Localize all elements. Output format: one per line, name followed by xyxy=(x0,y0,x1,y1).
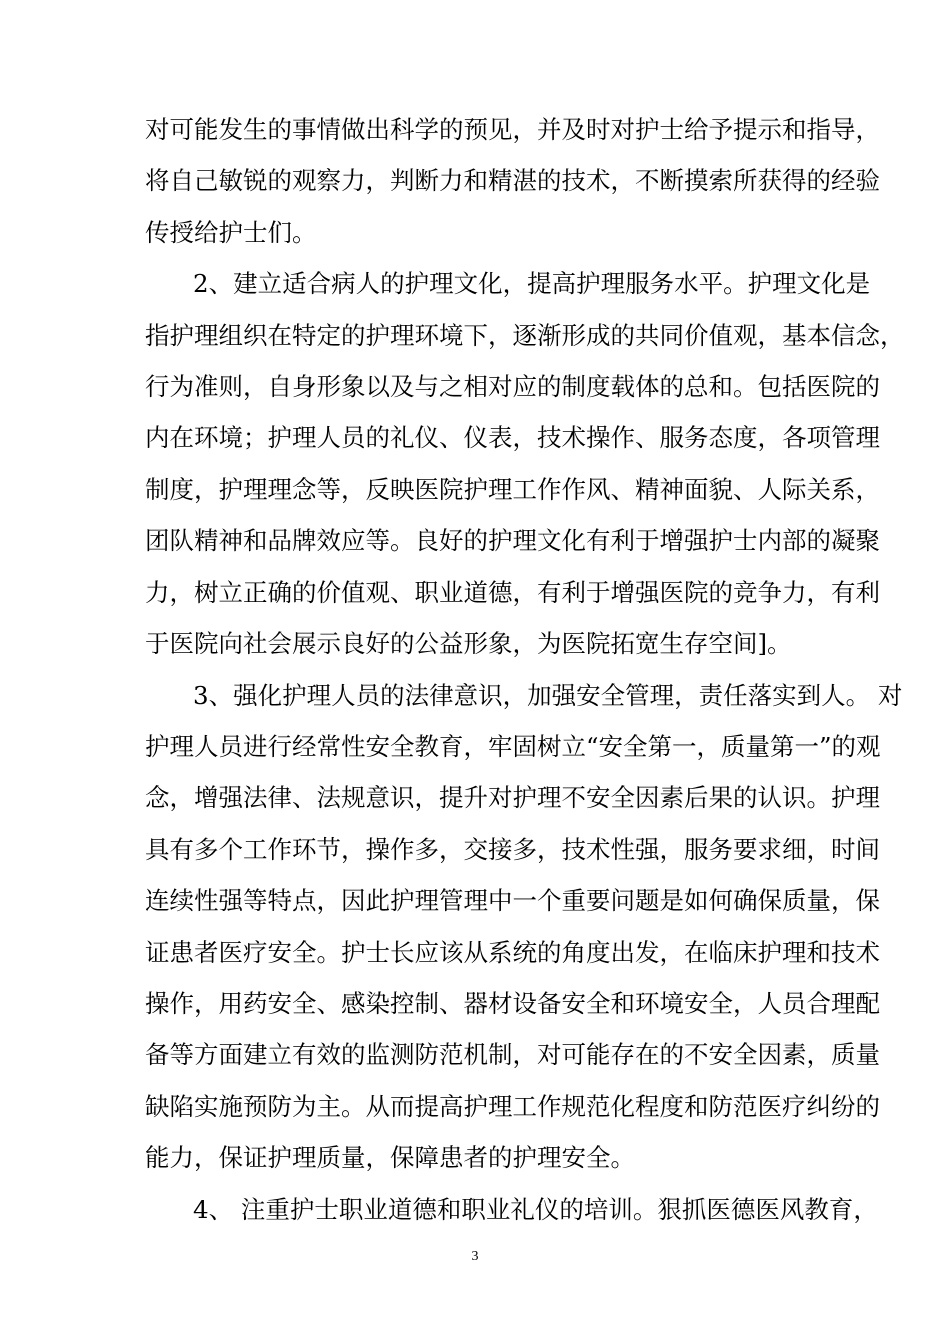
paragraph-3-heading-line: 3、强化护理人员的法律意识，加强安全管理，责任落实到人。 对 xyxy=(193,681,903,710)
text-line-21: 能力，保证护理质量，保障患者的护理安全。 xyxy=(145,1143,635,1172)
text-line-1: 对可能发生的事情做出科学的预见，并及时对护士给予提示和指导， xyxy=(145,115,880,144)
text-line-5: 指护理组织在特定的护理环境下，逐渐形成的共同价值观，基本信念， xyxy=(145,321,905,350)
page-number: 3 xyxy=(471,1249,479,1264)
text-line-20: 缺陷实施预防为主。从而提高护理工作规范化程度和防范医疗纠纷的 xyxy=(145,1092,880,1121)
text-line-19: 备等方面建立有效的监测防范机制，对可能存在的不安全因素，质量 xyxy=(145,1040,880,1069)
paragraph-4-heading-line: 4、 注重护士职业道德和职业礼仪的培训。狠抓医德医风教育， xyxy=(193,1195,878,1224)
text-line-17: 证患者医疗安全。护士长应该从系统的角度出发，在临床护理和技术 xyxy=(145,938,880,967)
text-line-6: 行为准则，自身形象以及与之相对应的制度载体的总和。包括医院的 xyxy=(145,372,880,401)
text-line-16: 连续性强等特点，因此护理管理中一个重要问题是如何确保质量，保 xyxy=(145,886,880,915)
text-line-15: 具有多个工作环节，操作多，交接多，技术性强，服务要求细，时间 xyxy=(145,835,880,864)
text-line-9: 团队精神和品牌效应等。良好的护理文化有利于增强护士内部的凝聚 xyxy=(145,526,880,555)
text-line-13: 护理人员进行经常性安全教育，牢固树立“安全第一，质量第一”的观 xyxy=(145,732,881,761)
text-line-14: 念，增强法律、法规意识，提升对护理不安全因素后果的认识。护理 xyxy=(145,783,880,812)
text-line-2: 将自己敏锐的观察力，判断力和精湛的技术，不断摸索所获得的经验 xyxy=(145,166,880,195)
text-line-7: 内在环境；护理人员的礼仪、仪表，技术操作、服务态度，各项管理 xyxy=(145,423,880,452)
text-line-8: 制度，护理理念等，反映医院护理工作作风、精神面貌、人际关系， xyxy=(145,475,880,504)
text-line-11: 于医院向社会展示良好的公益形象，为医院拓宽生存空间]。 xyxy=(145,629,792,658)
text-line-3: 传授给护士们。 xyxy=(145,218,317,247)
text-line-18: 操作，用药安全、感染控制、器材设备安全和环境安全，人员合理配 xyxy=(145,989,880,1018)
text-line-10: 力，树立正确的价值观、职业道德，有利于增强医院的竞争力，有利 xyxy=(145,578,880,607)
paragraph-2-heading-line: 2、建立适合病人的护理文化，提高护理服务水平。护理文化是 xyxy=(193,269,871,298)
